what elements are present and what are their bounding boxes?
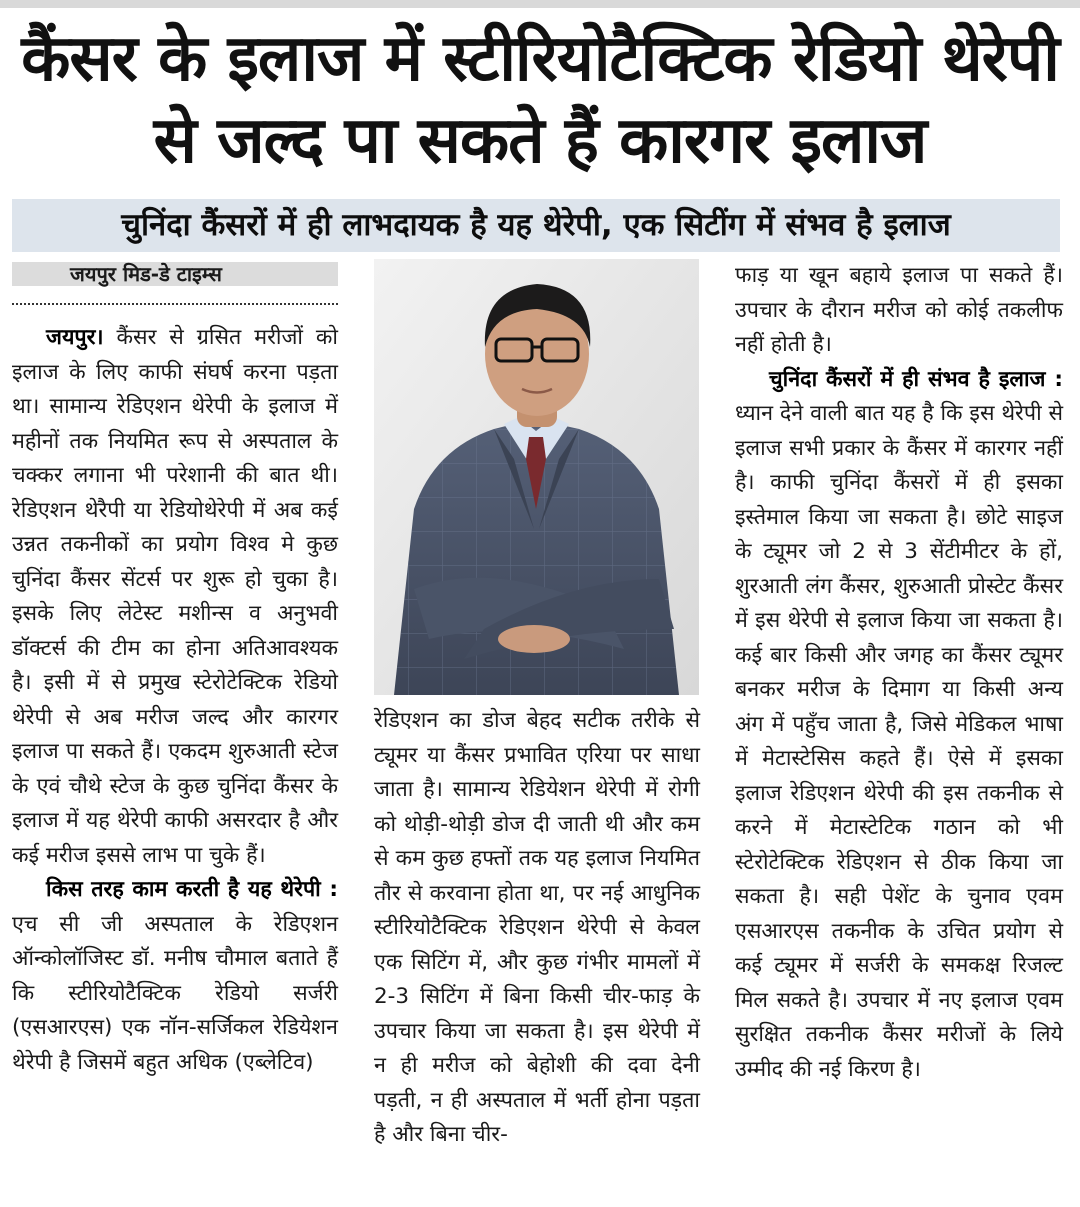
article-column-2 bbox=[374, 704, 700, 1153]
section-subhead: चुनिंदा कैंसरों में ही संभव है इलाज : bbox=[769, 366, 1063, 392]
dotted-divider bbox=[12, 303, 338, 305]
article-column-3 bbox=[735, 259, 1063, 1087]
subheadline: चुनिंदा कैंसरों में ही लाभदायक है यह थेरेपी, एक सिटींग में संभव है इलाज bbox=[12, 199, 1060, 252]
paragraph bbox=[12, 321, 338, 873]
doctor-photo bbox=[374, 259, 699, 695]
bottom-edge bbox=[0, 1196, 1080, 1207]
byline: जयपुर मिड-डे टाइम्स bbox=[12, 262, 338, 286]
dateline: जयपुर। bbox=[46, 325, 104, 350]
paragraph bbox=[735, 363, 1063, 1088]
paragraph: फाड़ या खून बहाये इलाज पा सकते हैं। उपचार के दौरान मरीज को कोई तकलीफ नहीं होती है। bbox=[735, 263, 1063, 357]
top-strip bbox=[0, 0, 1080, 8]
paragraph-text: कैंसर से ग्रसित मरीजों को इलाज के लिए काफी संघर्ष करना पड़ता था। सामान्य रेडिएशन थेरेपी के इलाज में महीनों तक नियमित रूप से अस्पताल के चक्कर लगाना भी परेशानी की बात थी। रेडिएशन थेरैपी या रेडियोथेरेपी में अब कई उन्नत तकनीकों का प्रयोग विश्व मे कुछ चुनिंदा कैंसर सेंटर्स पर शुरू हो चुका है। इसके लिए लेटेस्ट मशीन्स व अनुभवी डॉक्टर्स की टीम का होना अतिआवश्यक है। इसी में से प्रमुख स्टेरोटेक्टिक रेडियो थेरेपी से अब मरीज जल्द और कारगर इलाज पा सकते हैं। एकदम शुरुआती स्टेज के एवं चौथे स्टेज के कुछ चुनिंदा कैंसर के इलाज में यह थेरेपी काफी असरदार है और कई मरीज इससे लाभ पा चुके हैं। bbox=[12, 325, 338, 868]
paragraph-text: ध्यान देने वाली बात यह है कि इस थेरेपी से इलाज सभी प्रकार के कैंसर में कारगर नहीं है। काफी चुनिंदा कैंसरों में ही इसका इस्तेमाल किया जा सकता है। छोटे साइज के ट्यूमर जो 2 से 3 सेंटीमीटर के हों, शुरआती लंग कैंसर, शुरुआती प्रोस्टेट कैंसर में इस थेरेपी से इलाज किया जा सकता है। कई बार किसी और जगह का कैंसर ट्यूमर बनकर मरीज के दिमाग या किसी अन्य अंग में पहुँच जाता है, जिसे मेडिकल भाषा में मेटास्टेसिस कहते हैं। ऐसे में इसका इलाज रेडिएशन थेरेपी की इस तकनीक से करने में मेटास्टेटिक गठान को भी स्टेरोटेक्टिक रेडिएशन से ठीक किया जा सकता है। सही पेशेंट के चुनाव एवम एसआरएस तकनीक के उचित प्रयोग से कई ट्यूमर में सर्जरी के समकक्ष रिजल्ट मिल सकते है। उपचार में नए इलाज एवम सुरक्षित तकनीक कैंसर मरीजों के लिये उम्मीद की नई किरण है। bbox=[735, 401, 1064, 1082]
headline: कैंसर के इलाज में स्टीरियोटैक्टिक रेडियो थेरेपी से जल्द पा सकते हैं कारगर इलाज bbox=[21, 22, 1059, 178]
paragraph-text: एच सी जी अस्पताल के रेडिएशन ऑन्कोलॉजिस्ट डॉ. मनीष चौमाल बताते हैं कि स्टीरियोटैक्टिक रेडियो सर्जरी (एसआरएस) एक नॉन-सर्जिकल रेडियेशन थेरेपी है जिसमें बहुत अधिक (एब्लेटिव) bbox=[12, 911, 338, 1075]
paragraph: रेडिएशन का डोज बेहद सटीक तरीके से ट्यूमर या कैंसर प्रभावित एरिया पर साधा जाता है। सामान्य रेडियेशन थेरेपी में रोगी को थोड़ी-थोड़ी डोज दी जाती थी और कम से कम कुछ हफ्तों तक यह इलाज नियमित तौर से करवाना होता था, पर नई आधुनिक स्टीरियोटैक्टिक रेडिएशन थेरेपी से केवल एक सिटिंग में, और कुछ गंभीर मामलों में 2-3 सिटिंग में बिना किसी चीर-फाड़ के उपचार किया जा सकता है। इस थेरेपी में न ही मरीज को बेहोशी की दवा देनी पड़ती, न ही अस्पताल में भर्ती होना पड़ता है और बिना चीर- bbox=[374, 708, 700, 1147]
paragraph bbox=[12, 873, 338, 1080]
section-subhead: किस तरह काम करती है यह थेरेपी : bbox=[46, 877, 338, 902]
article-column-1 bbox=[12, 321, 338, 1080]
portrait-illustration bbox=[374, 259, 699, 695]
